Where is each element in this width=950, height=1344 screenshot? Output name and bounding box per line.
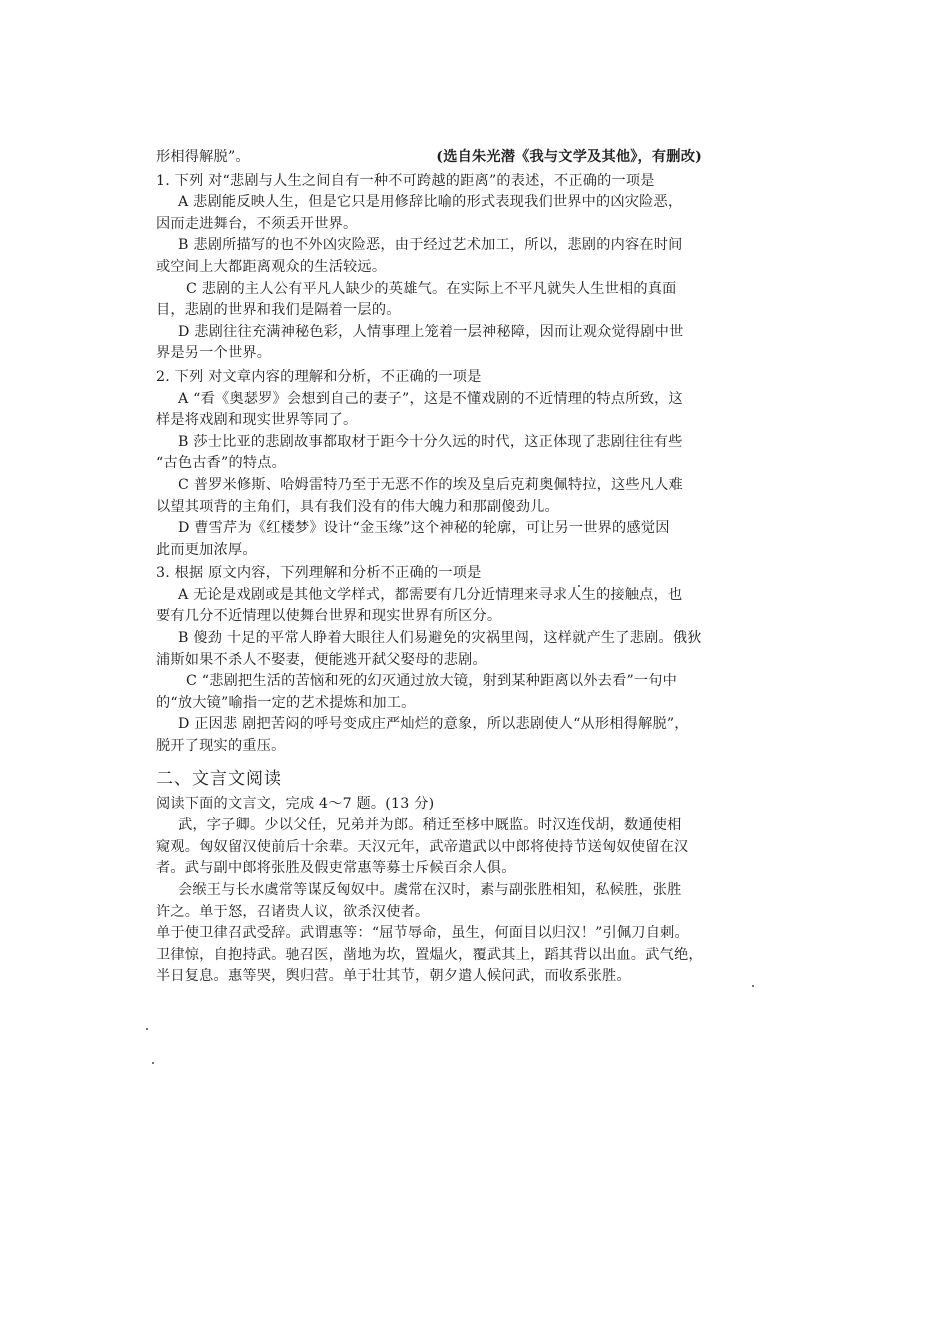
text-line: D 正因悲 剧把苦闷的呼号变成庄严灿烂的意象，所以悲剧使人“从形相得解脱”， — [178, 716, 689, 733]
text-line: 阅读下面的文言文，完成 4～7 题。(13 分) — [156, 795, 435, 812]
question-line: 1. 下列 对“悲剧与人生之间自有一种不可跨越的距离”的表述，不正确的一项是 — [156, 172, 655, 189]
section-heading: 二、文言文阅读 — [156, 768, 282, 789]
text-line: D 悲剧往往充满神秘色彩，人情事理上笼着一层神秘障，因而让观众觉得剧中世 — [178, 323, 684, 340]
scan-speck — [578, 585, 580, 587]
text-line: “古色古香”的特点。 — [156, 455, 287, 472]
text-line: 此而更加浓厚。 — [156, 541, 257, 558]
text-line: 者。武与副中郎将张胜及假吏常惠等募士斥候百余人俱。 — [156, 860, 516, 877]
text-line: C 普罗米修斯、哈姆雷特乃至于无恶不作的埃及皇后克莉奥佩特拉，这些凡人难 — [178, 476, 683, 493]
text-line: 会缑王与长水虞常等谋反匈奴中。虞常在汉时，素与副张胜相知，私候胜，张胜 — [178, 882, 682, 898]
question-line: 3. 根据 原文内容，下列理解和分析不正确的一项是 — [156, 565, 482, 582]
text-line: 因而走进舞台，不须丢开世界。 — [156, 215, 358, 232]
text-line: 许之。单于怒，召诸贵人议，欲杀汉使者。 — [156, 903, 430, 920]
scan-speck — [152, 1062, 154, 1064]
document-body — [156, 147, 772, 988]
text-line: B 莎士比亚的悲剧故事都取材于距今十分久远的时代，这正体现了悲剧往往有些 — [178, 433, 683, 450]
text-line: 窥观。匈奴留汉使前后十余辈。天汉元年，武帝遣武以中郎将使持节送匈奴使留在汉 — [156, 838, 689, 855]
passage-ending: 形相得解脱”。 — [156, 149, 250, 165]
text-line: 的“放大镜”喻指一定的艺术提炼和加工。 — [156, 694, 416, 711]
text-line: B 悲剧所描写的也不外凶灾险恶，由于经过艺术加工，所以，悲剧的内容在时间 — [178, 237, 683, 254]
text-line: C “悲剧把生活的苦恼和死的幻灭通过放大镜，射到某种距离以外去看”一句中 — [186, 673, 678, 690]
text-line: A 无论是戏剧或是其他文学样式，都需要有几分近情理来寻求人生的接触点，也 — [178, 586, 683, 603]
text-line: 卫律惊，自抱持武。驰召医，凿地为坎，置煴火，覆武其上，蹈其背以出血。武气绝， — [156, 946, 703, 963]
text-line: 样是将戏剧和现实世界等同了。 — [156, 412, 358, 429]
text-line: D 曹雪芹为《红楼梦》设计“金玉缘”这个神秘的轮廓，可让另一世界的感觉因 — [178, 520, 670, 537]
scan-speck — [146, 1028, 148, 1030]
source-citation: (选自朱光潜《我与文学及其他》，有删改) — [436, 149, 702, 165]
source-line — [156, 147, 772, 169]
text-line: A “看《奥瑟罗》会想到自己的妻子”，这是不懂戏剧的不近情理的特点所致，这 — [178, 390, 683, 407]
text-line: 武，字子卿。少以父任，兄弟并为郎。稍迁至栘中厩监。时汉连伐胡，数通使相 — [178, 817, 682, 834]
text-line: 要有几分不近情理以使舞台世界和现实世界有所区分。 — [156, 608, 502, 625]
text-line: 目，悲剧的世界和我们是隔着一层的。 — [156, 302, 401, 319]
text-line: 浦斯如果不杀人不娶妻，便能逃开弑父娶母的悲剧。 — [156, 651, 487, 668]
question-line: 2. 下列 对文章内容的理解和分析，不正确的一项是 — [156, 368, 482, 385]
text-line: 脱开了现实的重压。 — [156, 738, 286, 755]
text-line: 单于使卫律召武受辞。武谓惠等：“屈节辱命，虽生，何面目以归汉！”引佩刀自刺。 — [156, 925, 689, 942]
text-line: 以望其项背的主角们，具有我们没有的伟大魄力和那副傻劲儿。 — [156, 498, 559, 515]
text-line: C 悲剧的主人公有平凡人缺少的英雄气。在实际上不平凡就失人生世相的真面 — [186, 280, 677, 297]
scan-speck — [752, 985, 754, 987]
text-line: 或空间上大都距离观众的生活较远。 — [156, 258, 387, 275]
text-line: 界是另一个世界。 — [156, 345, 272, 362]
text-line: 半日复息。惠等哭，舆归营。单于壮其节，朝夕遣人候问武，而收系张胜。 — [156, 968, 631, 985]
text-line: B 傻劲 十足的平常人睁着大眼往人们易避免的灾祸里闯，这样就产生了悲剧。俄狄 — [178, 630, 702, 647]
text-line: A 悲剧能反映人生，但是它只是用修辞比喻的形式表现我们世界中的凶灾险恶， — [178, 194, 683, 211]
